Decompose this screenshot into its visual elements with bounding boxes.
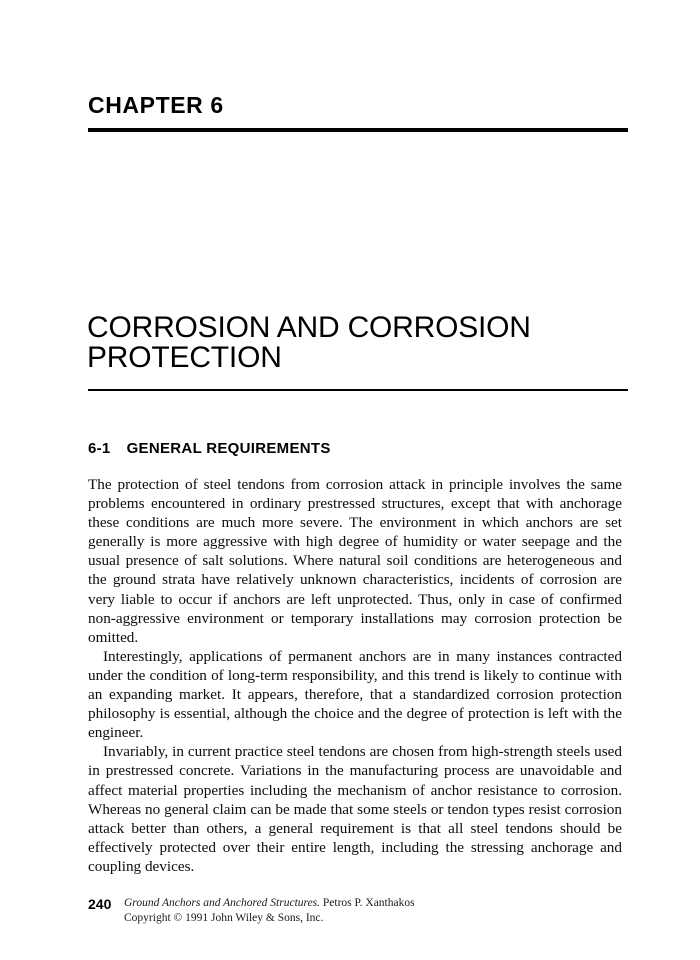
chapter-label: CHAPTER 6	[88, 92, 224, 118]
chapter-title	[87, 313, 647, 373]
body-paragraph-2: Interestingly, applications of permanent anchors are in many instances contracted under the condition of long-term responsibility, and this trend is likely to continue with an expanding market. It appears, therefore, that a standardized corrosion protection philosophy is essential, although the choice and the degree of protection is left with the engineer.	[88, 647, 622, 742]
body-paragraph-1: The protection of steel tendons from corrosion attack in principle involves the same problems encountered in ordinary prestressed structures, except that with anchorage these conditions are much more severe. The environment in which anchors are set generally is more aggressive with high degree of humidity or water seepage and the usual presence of salt solutions. Where natural soil conditions are heterogeneous and the ground strata have relatively unknown characteristics, incidents of corrosion are very liable to occur if anchors are left unprotected. Thus, only in case of confirmed non-aggressive environment or temporary installations may corrosion protection be omitted.	[88, 476, 622, 646]
body-paragraph-3: Invariably, in current practice steel tendons are chosen from high-strength steels used in prestressed concrete. Variations in the manufacturing process are unavoidable and affect material properties including the mechanism of anchor resistance to corrosion. Whereas no general claim can be made that some steels or tendon types resist corrosion attack better than others, a general requirement is that all steel tendons should be effectively protected over their entire length, including the stressing anchorage and coupling devices.	[88, 743, 622, 875]
footer-source-block	[124, 896, 415, 926]
page-number: 240	[88, 896, 112, 912]
section-number: 6-1	[88, 440, 111, 457]
chapter-label-rule	[88, 128, 628, 132]
chapter-title-line-2: PROTECTION	[87, 341, 282, 374]
footer-source-title: Ground Anchors and Anchored Structures.	[124, 897, 321, 909]
footer-source-line	[124, 896, 415, 911]
footer-source-author: Petros P. Xanthakos	[322, 897, 415, 909]
section-heading-label: GENERAL REQUIREMENTS	[126, 440, 331, 457]
footer-copyright: Copyright © 1991 John Wiley & Sons, Inc.	[124, 912, 324, 924]
section-heading	[88, 440, 331, 458]
chapter-title-line-1: CORROSION AND CORROSION	[87, 311, 531, 344]
chapter-title-rule	[88, 389, 628, 391]
body-text-column	[88, 475, 622, 876]
